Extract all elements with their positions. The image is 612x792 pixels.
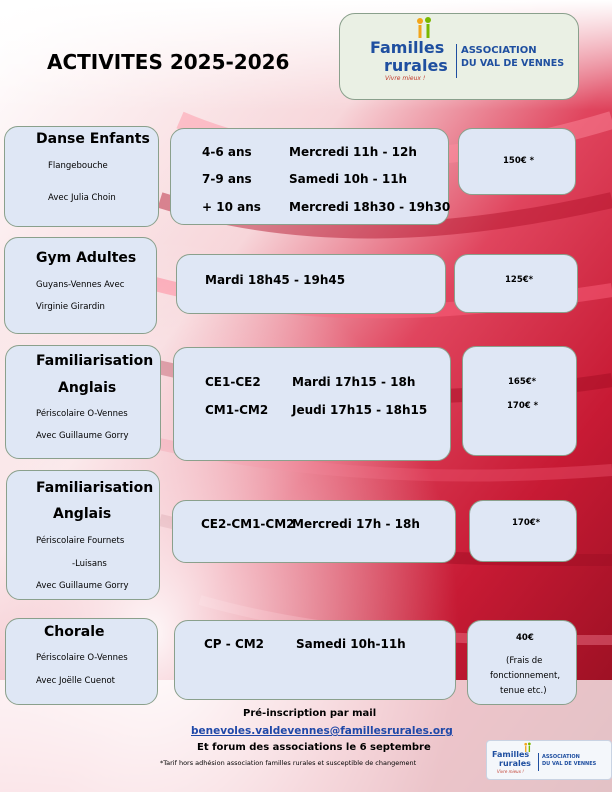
activity-title-line2: Anglais [53, 506, 112, 522]
schedule-card-anglais-fournets [172, 500, 456, 563]
activity-location: Guyans-Vennes Avec [36, 280, 125, 290]
schedule-group: 7-9 ans [202, 172, 252, 186]
schedule-group: CP - CM2 [204, 637, 265, 651]
schedule-time: Mardi 17h15 - 18h [292, 375, 416, 389]
activity-title-line2: Anglais [58, 380, 117, 396]
schedule-time: Mercredi 11h - 12h [289, 145, 417, 159]
schedule-time: Mercredi 18h30 - 19h30 [289, 200, 451, 214]
logo-divider [538, 753, 539, 771]
price: 40€ [516, 633, 534, 643]
forum-text: Et forum des associations le 6 septembre [197, 742, 431, 753]
price-note: fonctionnement, [490, 671, 561, 681]
logo-brand-line2: rurales [384, 56, 448, 75]
schedule-card-chorale [174, 620, 456, 700]
logo-divider [456, 44, 457, 78]
activity-title-line1: Familiarisation [36, 480, 154, 496]
price-note: tenue etc.) [500, 686, 547, 696]
activity-instructor: Avec Julia Choin [48, 193, 116, 203]
logo-tagline: Vivre mieux ! [497, 769, 524, 774]
family-figures-icon [410, 16, 440, 38]
activity-title: Chorale [44, 624, 105, 640]
logo-brand-line1: Familles [370, 38, 445, 57]
activity-instructor: Avec Guillaume Gorry [36, 431, 129, 441]
activity-instructor: Virginie Girardin [36, 302, 105, 312]
schedule-time: Jeudi 17h15 - 18h15 [292, 403, 428, 417]
logo-assoc-line2: DU VAL DE VENNES [461, 58, 565, 69]
price: 165€* [508, 377, 537, 387]
logo-tagline: Vivre mieux ! [385, 75, 426, 82]
schedule-time: Mercredi 17h - 18h [292, 517, 420, 531]
schedule-time: Samedi 10h-11h [296, 637, 406, 651]
schedule-group: + 10 ans [202, 200, 261, 214]
price: 170€* [512, 518, 541, 528]
logo-assoc-line1: ASSOCIATION [542, 754, 580, 760]
activity-location: Périscolaire O-Vennes [36, 409, 128, 419]
activity-location: Périscolaire Fournets [36, 536, 125, 546]
activity-location: Périscolaire O-Vennes [36, 653, 128, 663]
activity-location: Flangebouche [48, 161, 108, 171]
logo [339, 13, 579, 100]
price: 170€ * [507, 401, 539, 411]
activity-location-cont: -Luisans [72, 559, 107, 569]
contact-email-link[interactable]: benevoles.valdevennes@famillesrurales.org [191, 725, 453, 737]
activity-title: Gym Adultes [36, 250, 137, 266]
activity-title: Danse Enfants [36, 131, 150, 147]
schedule-time: Mardi 18h45 - 19h45 [205, 273, 346, 287]
preinscription-label: Pré-inscription par mail [243, 708, 377, 719]
logo-assoc-line2: DU VAL DE VENNES [542, 761, 597, 767]
logo-brand-line2: rurales [499, 759, 531, 768]
schedule-group: CM1-CM2 [205, 403, 269, 417]
pricing-note: *Tarif hors adhésion association familles rurales et susceptible de changement [160, 759, 417, 767]
price: 150€ * [503, 156, 535, 166]
price-note: (Frais de [506, 656, 543, 666]
schedule-group: 4-6 ans [202, 145, 252, 159]
activity-title-line1: Familiarisation [36, 353, 154, 369]
price: 125€* [505, 275, 534, 285]
activity-instructor: Avec Joëlle Cuenot [36, 676, 116, 686]
schedule-group: CE2-CM1-CM2 [201, 517, 295, 531]
schedule-group: CE1-CE2 [205, 375, 261, 389]
logo-small [486, 740, 612, 780]
price-card-anglais-fournets [469, 500, 577, 562]
logo-assoc-line1: ASSOCIATION [461, 45, 537, 56]
logo-brand-line1: Familles [492, 750, 530, 759]
schedule-time: Samedi 10h - 11h [289, 172, 408, 186]
page-title: ACTIVITES 2025-2026 [47, 50, 290, 74]
activity-instructor: Avec Guillaume Gorry [36, 581, 129, 591]
